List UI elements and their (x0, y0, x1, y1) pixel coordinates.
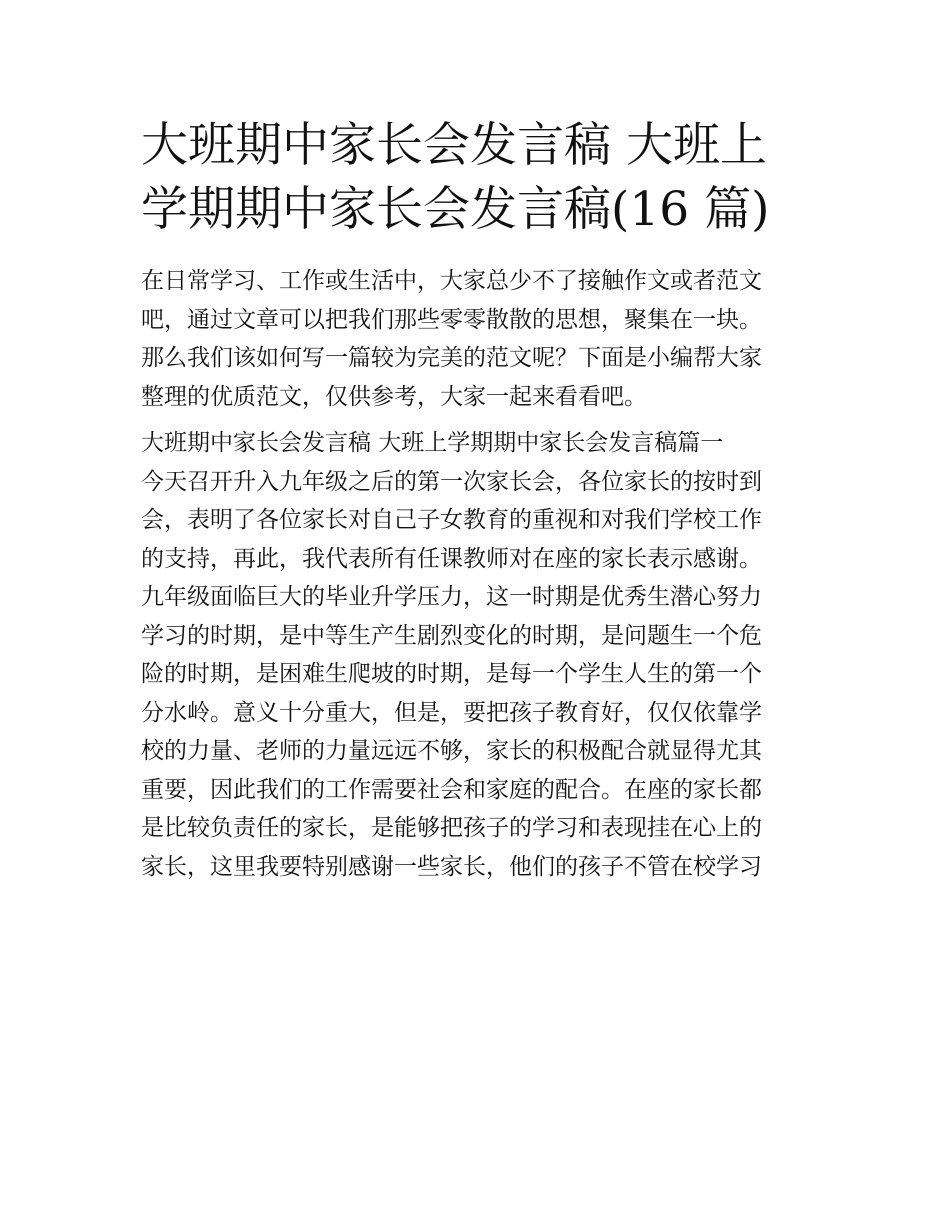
text-line: 校的力量、老师的力量远远不够，家长的积极配合就显得尤其 (141, 738, 762, 764)
body-paragraph-1 (141, 463, 813, 579)
document-body (141, 262, 813, 886)
text-line: 在日常学习、工作或生活中，大家总少不了接触作文或者范文 (141, 268, 762, 294)
text-line: 吧，通过文章可以把我们那些零零散散的思想，聚集在一块。 (141, 306, 762, 333)
document-content (141, 114, 813, 886)
text-line: 今天召开升入九年级之后的第一次家长会，各位家长的按时到 (141, 468, 762, 495)
text-line: 那么我们该如何写一篇较为完美的范文呢？下面是小编帮大家 (141, 345, 762, 371)
text-line: 分水岭。意义十分重大，但是，要把孩子教育好，仅仅依靠学 (141, 699, 762, 726)
text-line: 会，表明了各位家长对自己子女教育的重视和对我们学校工作 (141, 507, 762, 533)
text-line: 重要，因此我们的工作需要社会和家庭的配合。在座的家长都 (141, 776, 762, 803)
text-line: 的支持，再此，我代表所有任课教师对在座的家长表示感谢。 (141, 545, 762, 572)
body-paragraph-2 (141, 578, 813, 886)
intro-paragraph (141, 262, 813, 416)
text-line: 整理的优质范文，仅供参考，大家一起来看看吧。 (141, 383, 647, 410)
text-line: 是比较负责任的家长，是能够把孩子的学习和表现挂在心上的 (141, 815, 762, 841)
text-line: 九年级面临巨大的毕业升学压力，这一时期是优秀生潜心努力 (141, 584, 762, 610)
title-line: 学期期中家长会发言稿(16 篇) (141, 182, 770, 237)
text-line: 学习的时期，是中等生产生剧烈变化的时期，是问题生一个危 (141, 622, 762, 649)
text-line: 险的时期，是困难生爬坡的时期，是每一个学生人生的第一个 (141, 661, 762, 687)
title-line: 大班期中家长会发言稿 大班上 (141, 118, 767, 173)
section-heading: 大班期中家长会发言稿 大班上学期期中家长会发言稿篇一 (141, 430, 724, 456)
document-title (141, 114, 813, 242)
text-line: 家长，这里我要特别感谢一些家长，他们的孩子不管在校学习 (141, 853, 762, 880)
